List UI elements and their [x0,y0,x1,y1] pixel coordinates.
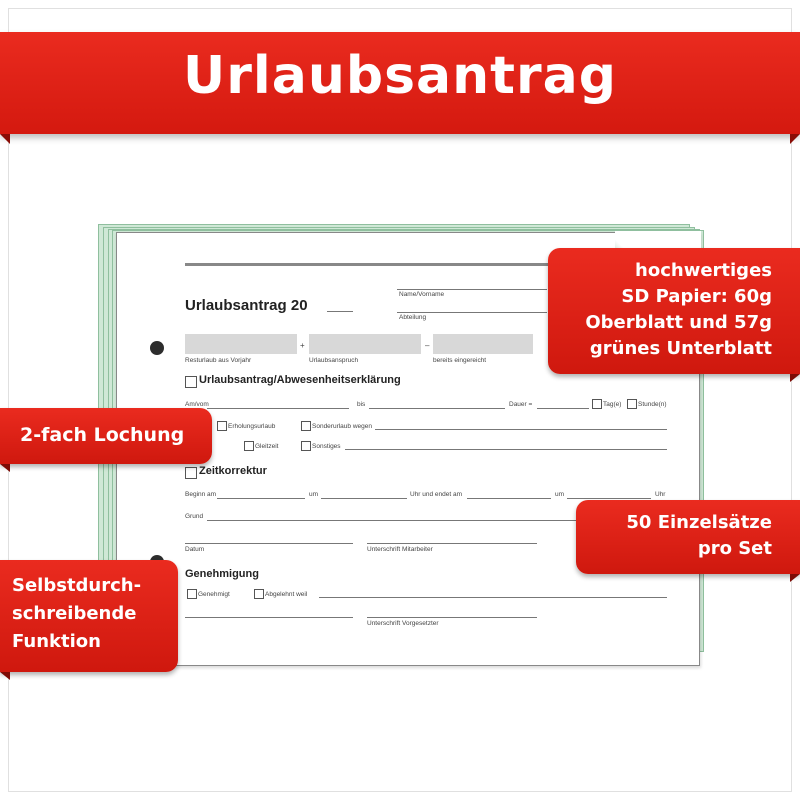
section2-title: Zeitkorrektur [199,465,267,477]
anspruch-box [309,334,421,354]
abgelehnt-checkbox[interactable] [254,589,264,599]
section2-checkbox[interactable] [185,467,197,479]
ribbon-fold [790,374,800,382]
genehmigt-checkbox[interactable] [187,589,197,599]
um-line [321,498,407,499]
ribbon-fold [790,574,800,582]
paper-line-2: SD Papier: 60g [621,286,772,307]
selbst-line-2: schreibende [12,603,137,624]
ribbon-lochung [0,408,212,464]
plus-sign: + [300,341,305,350]
stunden-label: Stunde(n) [638,401,667,408]
dept-label: Abteilung [399,314,427,321]
beginn-line [217,498,305,499]
section1-title: Urlaubsantrag/Abwesenheitserklärung [199,374,401,386]
mitarbeiter-label: Unterschrift Mitarbeiter [367,546,433,553]
ribbon-selbstdurchschreibend [0,560,178,672]
am-vom-label: Am/vom [185,401,209,408]
gen-datum-line [185,617,353,618]
banner-fold-right [790,134,800,144]
name-label: Name/Vorname [399,291,445,298]
minus-sign: – [425,341,430,350]
endet-line [467,498,551,499]
um-label: um [309,491,319,498]
eingereicht-box [433,334,533,354]
tage-checkbox[interactable] [592,399,602,409]
sonder-checkbox[interactable] [301,421,311,431]
datum-label: Datum [185,546,205,553]
paper-quality-text [585,258,772,362]
paper-line-3: Oberblatt und 57g [585,312,772,333]
vorgesetzter-label: Unterschrift Vorgesetzter [367,620,439,627]
selbst-text [12,572,141,656]
dauer-line [537,408,589,409]
paper-line-4: grünes Unterblatt [589,338,772,359]
datum-line [185,543,353,544]
vorgesetzter-line [367,617,537,618]
einzelsaetze-text [626,510,772,562]
dauer-label: Dauer = [509,401,533,408]
erholung-label: Erholungsurlaub [228,423,276,430]
sonder-label: Sonderurlaub wegen [312,423,372,430]
name-line [397,289,547,290]
um2-label: um [555,491,565,498]
paper-line-1: hochwertiges [635,260,772,281]
sonstiges-label: Sonstiges [312,443,341,450]
gleitzeit-checkbox[interactable] [244,441,254,451]
genehmigt-label: Genehmigt [198,591,230,598]
ribbon-fold [0,464,10,472]
banner-fold-left [0,134,10,144]
lochung-text: 2-fach Lochung [20,424,185,446]
stunden-checkbox[interactable] [627,399,637,409]
ribbon-fold [0,672,10,680]
section1-checkbox[interactable] [185,376,197,388]
abgelehnt-label: Abgelehnt weil [265,591,308,598]
selbst-line-3: Funktion [12,631,101,652]
beginn-label: Beginn am [185,491,217,498]
gleitzeit-label: Gleitzeit [255,443,279,450]
bis-label: bis [357,401,366,408]
um2-line [567,498,651,499]
uhr-endet-label: Uhr und endet am [410,491,463,498]
year-line [327,311,353,312]
abgelehnt-line [319,597,667,598]
sonstiges-checkbox[interactable] [301,441,311,451]
anspruch-label: Urlaubsanspruch [309,357,359,364]
selbst-line-1: Selbstdurch- [12,575,142,596]
banner-title: Urlaubsantrag [183,46,617,106]
einzelsaetze-line-1: 50 Einzelsätze [626,512,772,533]
resturlaub-box [185,334,297,354]
uhr-label: Uhr [655,491,666,498]
mitarbeiter-line [367,543,537,544]
am-vom-line [207,408,349,409]
title-banner [0,32,800,134]
sonstiges-line [345,449,667,450]
tage-label: Tag(e) [603,401,622,408]
form-title: Urlaubsantrag 20 [185,297,308,314]
grund-label: Grund [185,513,204,520]
resturlaub-label: Resturlaub aus Vorjahr [185,357,252,364]
eingereicht-label: bereits eingereicht [433,357,487,364]
sonder-line [375,429,667,430]
bis-line [369,408,505,409]
dept-line [397,312,547,313]
ribbon-einzelsaetze [576,500,800,574]
erholung-checkbox[interactable] [217,421,227,431]
section3-title: Genehmigung [185,568,259,580]
ribbon-paper-quality [548,248,800,374]
einzelsaetze-line-2: pro Set [697,538,772,559]
